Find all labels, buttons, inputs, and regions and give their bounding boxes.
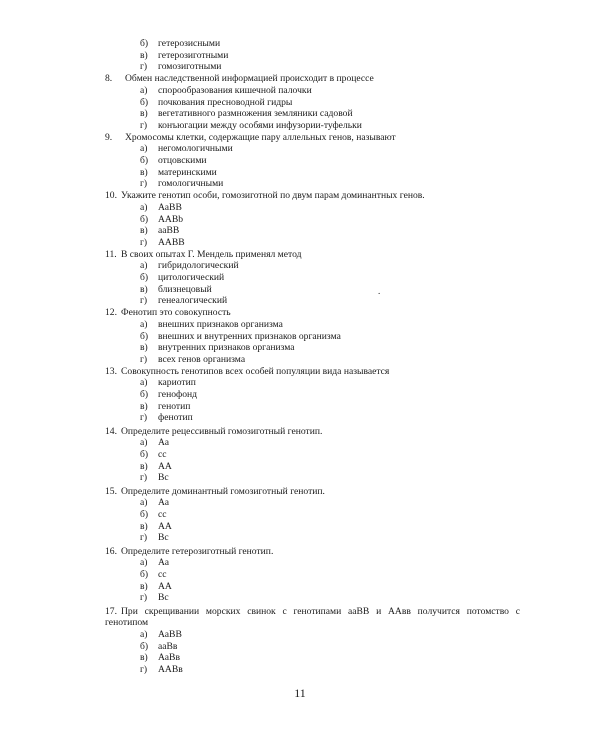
option-text: внешних признаков организма: [158, 318, 283, 330]
option-text: спорообразования кишечной палочки: [158, 84, 312, 96]
option-letter: б): [140, 640, 149, 652]
answer-option: [140, 557, 169, 568]
answer-option: [140, 143, 233, 154]
option-text: внешних и внутренних признаков организма: [158, 330, 341, 342]
option-letter: б): [140, 449, 149, 460]
question-text: В своих опытах Г. Мендель применял метод: [121, 248, 302, 260]
option-letter: г): [140, 592, 148, 604]
option-text: конъюгации между особями инфузории-туфельки: [158, 119, 362, 131]
answer-option: [140, 377, 196, 388]
option-text: кариотип: [158, 377, 196, 389]
answer-option: [140, 237, 185, 248]
question-number: 8.: [105, 73, 113, 85]
answer-option: [140, 38, 220, 49]
option-text: ааВВ: [158, 225, 180, 237]
option-letter: в): [140, 520, 148, 532]
option-letter: а): [140, 318, 148, 330]
option-text: ааВв: [158, 640, 178, 652]
answer-option: [140, 342, 295, 353]
answer-option: [140, 272, 224, 283]
question-text-continued: генотипом: [105, 617, 149, 629]
option-text: сс: [158, 449, 167, 460]
option-letter: в): [140, 400, 148, 412]
answer-option: [140, 569, 167, 580]
option-letter: г): [140, 353, 148, 365]
question-text: Обмен наследственной информацией происходит в процессе: [125, 73, 374, 85]
option-letter: а): [140, 143, 148, 155]
answer-option: [140, 389, 197, 400]
answer-option: [140, 497, 169, 508]
answer-option: [140, 472, 169, 483]
option-text: Аа: [158, 497, 170, 509]
question-text: Определите рецессивный гомозиготный генотип.: [121, 425, 323, 437]
option-text: гомозиготными: [158, 61, 222, 73]
option-letter: г): [140, 119, 148, 131]
answer-option: [140, 401, 190, 412]
option-text: Аа: [158, 437, 170, 449]
option-text: близнецовый: [158, 283, 212, 295]
answer-option: [140, 260, 239, 271]
question-8: [105, 73, 374, 84]
option-text: сс: [158, 509, 167, 520]
answer-option: [140, 521, 172, 532]
option-letter: в): [140, 283, 148, 295]
option-letter: г): [140, 412, 148, 424]
question-11: [105, 249, 301, 260]
answer-option: [140, 295, 227, 306]
option-letter: а): [140, 497, 148, 509]
option-text: генеалогический: [158, 295, 228, 307]
answer-option: [140, 202, 182, 213]
question-number: 11.: [105, 248, 117, 260]
answer-option: [140, 461, 172, 472]
option-letter: в): [140, 460, 148, 472]
answer-option: [140, 214, 183, 225]
option-text: Аа: [158, 557, 170, 569]
option-text: вегетативного размножения земляники садовой: [158, 108, 353, 120]
option-letter: б): [140, 389, 149, 400]
option-letter: в): [140, 225, 148, 237]
option-letter: б): [140, 213, 149, 225]
option-letter: г): [140, 178, 148, 190]
question-10: [105, 190, 425, 201]
option-letter: в): [140, 49, 148, 61]
option-text: негомологичными: [158, 143, 233, 155]
option-letter: б): [140, 38, 149, 49]
option-letter: а): [140, 629, 148, 640]
answer-option: [140, 97, 292, 108]
question-12: [105, 307, 231, 318]
option-letter: в): [140, 108, 148, 120]
option-text: фенотип: [158, 412, 193, 424]
option-text: АА: [158, 580, 172, 592]
option-letter: а): [140, 84, 148, 96]
option-text: АаВВ: [158, 629, 182, 640]
option-text: АА: [158, 520, 172, 532]
option-letter: б): [140, 272, 149, 283]
option-text: ААВb: [158, 213, 184, 225]
page-number: 11: [294, 686, 306, 700]
option-letter: а): [140, 557, 148, 569]
question-15: [105, 486, 325, 497]
question-number: 16.: [105, 545, 117, 557]
answer-option: [140, 592, 169, 603]
answer-option: [140, 449, 167, 460]
option-text: АаВВ: [158, 201, 182, 213]
option-text: сс: [158, 569, 167, 580]
answer-option: [140, 319, 283, 330]
option-letter: а): [140, 260, 148, 272]
option-letter: г): [140, 472, 148, 484]
option-letter: г): [140, 236, 148, 248]
answer-option: [140, 50, 228, 61]
question-number: 17.: [105, 605, 117, 617]
answer-option: [140, 225, 179, 236]
option-letter: б): [140, 330, 149, 342]
option-letter: б): [140, 96, 149, 108]
option-letter: в): [140, 166, 148, 178]
answer-option: [140, 108, 353, 119]
question-text: Укажите генотип особи, гомозиготной по двум парам доминантных генов.: [121, 190, 425, 202]
question-number: 9.: [105, 131, 113, 143]
answer-option: [140, 61, 221, 72]
answer-option: [140, 167, 217, 178]
option-letter: а): [140, 437, 148, 449]
answer-option: [140, 629, 182, 640]
question-number: 15.: [105, 485, 117, 497]
question-text: Хромосомы клетки, содержащие пару аллельных генов, называют: [125, 131, 396, 143]
question-number: 14.: [105, 425, 117, 437]
answer-option: [140, 509, 167, 520]
option-text: внутренних признаков организма: [158, 342, 295, 354]
question-number: 12.: [105, 307, 117, 319]
option-text: цитологический: [158, 272, 225, 283]
answer-option: [140, 155, 207, 166]
option-text: АаВв: [158, 652, 180, 664]
question-text: Определите гетерозиготный генотип.: [121, 545, 274, 557]
answer-option: [140, 664, 183, 675]
option-text: гетерозиготными: [158, 49, 229, 61]
answer-option: [140, 437, 169, 448]
option-text: ААВв: [158, 664, 183, 676]
option-text: АА: [158, 460, 172, 472]
option-text: отцовскими: [158, 155, 207, 166]
option-text: Вс: [158, 532, 169, 544]
answer-option: [140, 178, 223, 189]
question-text: Фенотип это совокупность: [121, 307, 231, 319]
answer-option: [140, 354, 245, 365]
option-text: материнскими: [158, 166, 217, 178]
option-letter: б): [140, 569, 149, 580]
option-letter: б): [140, 155, 149, 166]
option-text: генотип: [158, 400, 191, 412]
answer-option: [140, 284, 212, 295]
question-text: При скрещивании морских свинок с генотипами ааВВ и ААвв получится потомство с: [121, 605, 520, 617]
option-text: гомологичными: [158, 178, 224, 190]
option-letter: б): [140, 509, 149, 520]
question-number: 10.: [105, 190, 117, 202]
stray-mark: .: [378, 286, 381, 296]
option-text: всех генов организма: [158, 353, 246, 365]
option-letter: в): [140, 580, 148, 592]
answer-option: [140, 581, 172, 592]
answer-option: [140, 331, 341, 342]
option-letter: а): [140, 201, 148, 213]
option-letter: г): [140, 664, 148, 676]
option-text: почкования пресноводной гидры: [158, 96, 293, 108]
option-letter: г): [140, 532, 148, 544]
option-text: ААВВ: [158, 236, 185, 248]
answer-option: [140, 641, 177, 652]
question-text: Совокупность генотипов всех особей популяции вида называется: [121, 365, 390, 377]
answer-option: [140, 412, 193, 423]
answer-option: [140, 532, 169, 543]
option-text: генофонд: [158, 389, 198, 400]
question-text: Определите доминантный гомозиготный генотип.: [121, 485, 325, 497]
answer-option: [140, 652, 180, 663]
question-16: [105, 546, 273, 557]
option-letter: в): [140, 652, 148, 664]
answer-option: [140, 120, 362, 131]
option-letter: г): [140, 295, 148, 307]
question-number: 13.: [105, 365, 117, 377]
option-letter: а): [140, 377, 148, 389]
question-13: [105, 366, 389, 377]
option-text: Вс: [158, 592, 169, 604]
option-text: гетерозисными: [158, 38, 221, 49]
option-text: Вс: [158, 472, 169, 484]
answer-option: [140, 85, 312, 96]
question-17: [105, 606, 520, 617]
question-9: [105, 132, 396, 143]
option-text: гибридологический: [158, 260, 239, 272]
question-14: [105, 426, 322, 437]
option-letter: г): [140, 61, 148, 73]
option-letter: в): [140, 342, 148, 354]
